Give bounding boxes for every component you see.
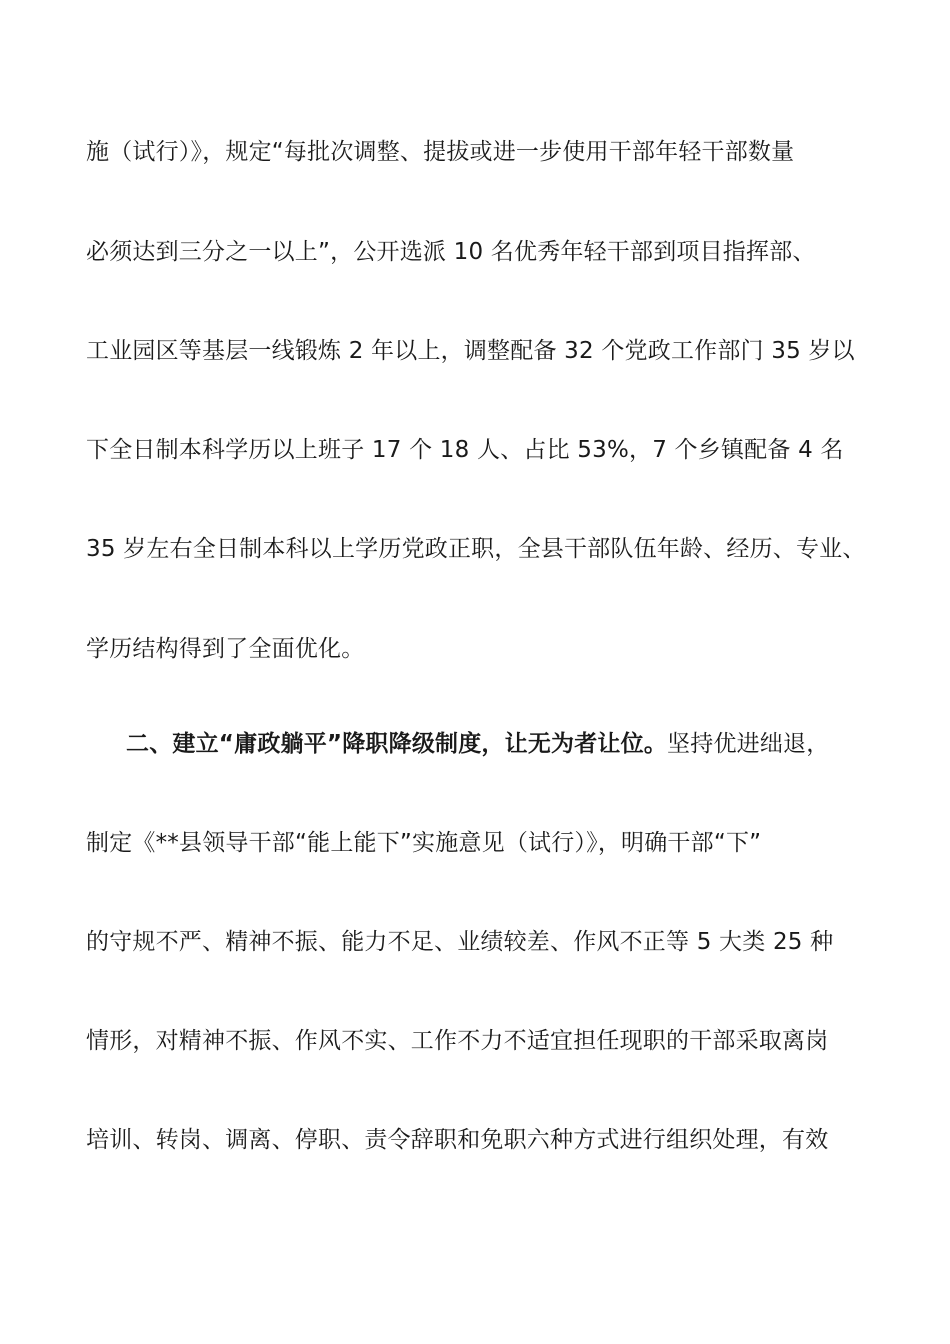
paragraph-1-line-4: 下全日制本科学历以上班子 17 个 18 人、占比 53%，7 个乡镇配备 4 名 [86,437,844,463]
paragraph-2-line-1 [126,729,926,759]
paragraph-2-line-4: 情形，对精神不振、作风不实、工作不力不适宜担任现职的干部采取离岗 [86,1028,829,1054]
paragraph-1-line-2: 必须达到三分之一以上”，公开选派 10 名优秀年轻干部到项目指挥部、 [86,239,816,265]
paragraph-2-line-2: 制定《**县领导干部“能上能下”实施意见（试行）》，明确干部“下” [86,830,762,856]
section-heading-continuation: 坚持优进绌退， [667,731,830,757]
paragraph-1-line-6: 学历结构得到了全面优化。 [86,636,365,662]
paragraph-1-line-5: 35 岁左右全日制本科以上学历党政正职，全县干部队伍年龄、经历、专业、 [86,536,866,562]
paragraph-2-line-3: 的守规不严、精神不振、能力不足、业绩较差、作风不正等 5 大类 25 种 [86,929,834,955]
paragraph-1-line-3: 工业园区等基层一线锻炼 2 年以上，调整配备 32 个党政工作部门 35 岁以 [86,338,855,364]
section-heading: 二、建立“庸政躺平”降职降级制度，让无为者让位。 [126,731,668,757]
paragraph-2-line-5: 培训、转岗、调离、停职、责令辞职和免职六种方式进行组织处理，有效 [86,1127,829,1153]
paragraph-1-line-1: 施（试行）》，规定“每批次调整、提拔或进一步使用干部年轻干部数量 [86,139,795,165]
